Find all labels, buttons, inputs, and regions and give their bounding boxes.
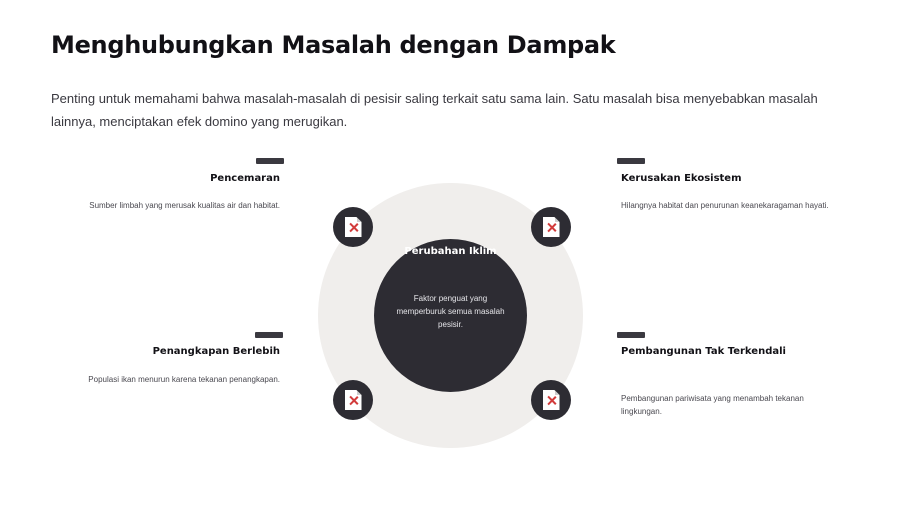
intro-text: Penting untuk memahami bahwa masalah-masalah di pesisir saling terkait satu sama lain. Satu masalah bisa menyebabkan masalah lainnya, menciptakan efek domino yang merugikan. [51, 91, 818, 129]
broken-image-icon [345, 390, 362, 410]
item-accent-bar [255, 332, 283, 338]
broken-image-icon [543, 217, 560, 237]
page-title: Menghubungkan Masalah dengan Dampak [51, 31, 616, 59]
node-bottom-left [333, 380, 373, 420]
item-title-pembangunan-tak-terkendali: Pembangunan Tak Terkendali [621, 346, 786, 357]
node-top-right [531, 207, 571, 247]
item-desc-pembangunan-tak-terkendali: Pembangunan pariwisata yang menambah tekanan lingkungan. [621, 394, 804, 416]
broken-image-icon [543, 390, 560, 410]
item-desc-penangkapan-berlebih: Populasi ikan menurun karena tekanan penangkapan. [88, 375, 280, 384]
item-desc-pencemaran: Sumber limbah yang merusak kualitas air dan habitat. [89, 201, 280, 210]
item-desc-kerusakan-ekosistem: Hilangnya habitat dan penurunan keanekaragaman hayati. [621, 201, 829, 210]
node-bottom-right [531, 380, 571, 420]
center-description: Faktor penguat yang memperburuk semua masalah pesisir. [396, 294, 505, 329]
center-title: Perubahan Iklim [404, 246, 497, 257]
item-accent-bar [617, 158, 645, 164]
broken-image-icon [345, 217, 362, 237]
item-accent-bar [617, 332, 645, 338]
item-title-penangkapan-berlebih: Penangkapan Berlebih [152, 346, 280, 357]
item-title-pencemaran: Pencemaran [210, 173, 280, 184]
node-top-left [333, 207, 373, 247]
item-accent-bar [256, 158, 284, 164]
item-title-kerusakan-ekosistem: Kerusakan Ekosistem [621, 173, 742, 184]
